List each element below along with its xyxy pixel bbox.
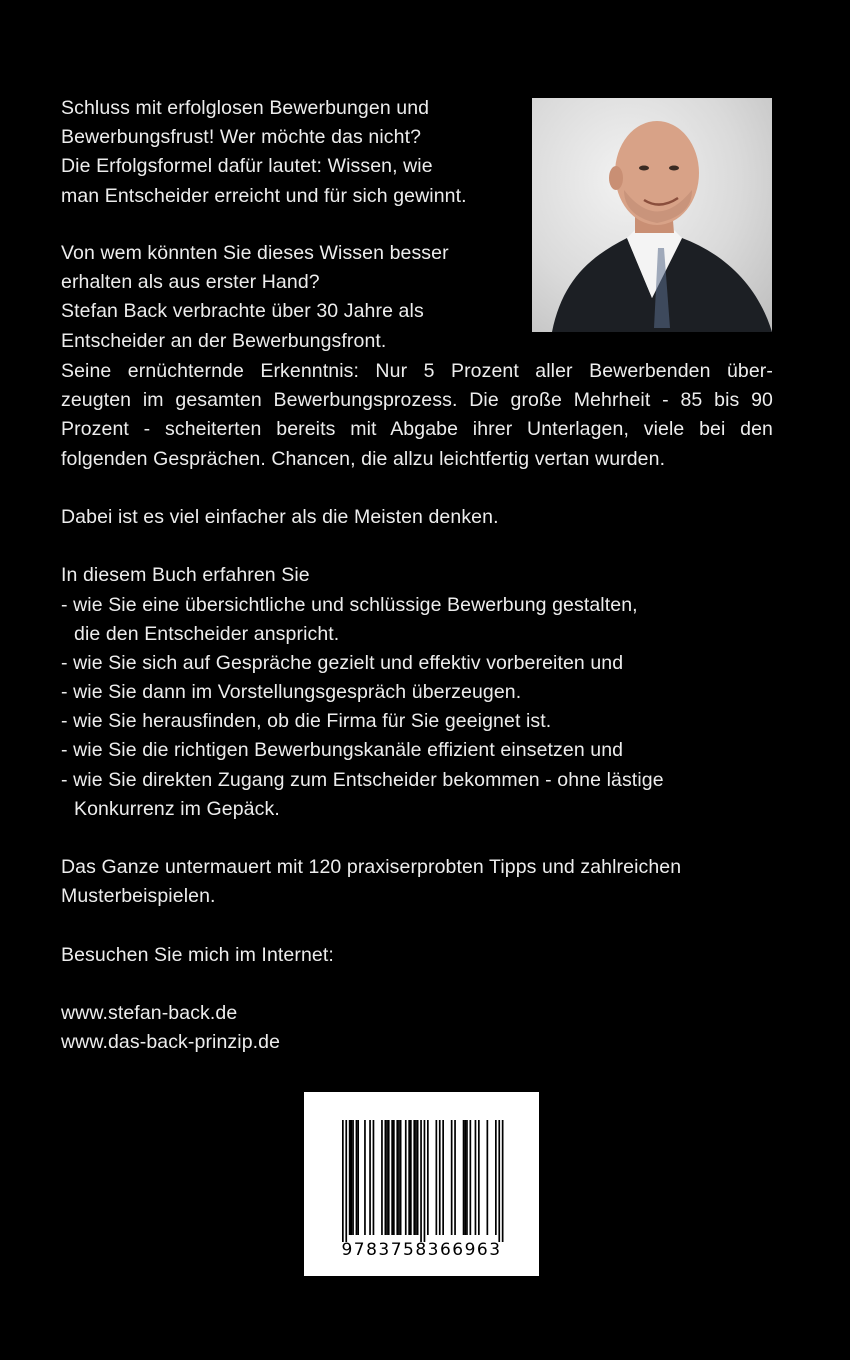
barcode-bar [442,1120,444,1235]
barcode-bar [464,1120,466,1235]
barcode-bar [463,1120,465,1235]
author-paragraph [61,239,449,356]
intro-paragraph [61,94,467,211]
intro-line: Bewerbungsfrust! Wer möchte das nicht? [61,126,422,149]
barcode-bars [304,1092,539,1242]
barcode-bar [410,1120,412,1235]
barcode-bar [373,1120,375,1235]
intro-line: Die Erfolgsformel dafür lautet: Wissen, wie [61,155,433,178]
insight-line: Seine ernüchternde Erkenntnis: Nur 5 Prozent aller Bewerbenden über- [61,360,773,382]
insight-line: folgenden Gesprächen. Chancen, die allzu leichtfertig vertan wurden. [61,447,666,470]
author-line: Von wem könnten Sie dieses Wissen besser [61,242,449,264]
barcode-bar [391,1120,393,1235]
website-link[interactable]: www.das-back-prinzip.de [61,1031,281,1054]
barcode-bar [388,1120,390,1235]
list-item-continuation: die den Entscheider anspricht. [74,622,340,645]
main-text [61,357,773,1058]
barcode-bar [381,1120,383,1235]
barcode [304,1092,539,1276]
intro-line: man Entscheider erreicht und für sich gewinnt. [61,184,467,207]
barcode-bar [405,1120,407,1235]
author-line: erhalten als aus erster Hand? [61,271,320,294]
barcode-bar [393,1120,395,1235]
barcode-bar [466,1120,468,1235]
author-line: Stefan Back verbrachte über 30 Jahre als [61,300,424,323]
easier-line: Dabei ist es viel einfacher als die Meisten denken. [61,505,499,528]
intro-line: Schluss mit erfolglosen Bewerbungen und [61,97,430,119]
barcode-bar [369,1120,371,1235]
barcode-bar [364,1120,366,1235]
author-line: Entscheider an der Bewerbungsfront. [61,329,387,352]
barcode-bar [357,1120,359,1235]
barcode-bar [498,1120,500,1242]
barcode-bar [356,1120,358,1235]
barcode-bar [385,1120,387,1235]
barcode-bar [487,1120,489,1235]
website-link[interactable]: www.stefan-back.de [61,1002,238,1025]
barcode-bar [424,1120,426,1242]
barcode-bar [427,1120,429,1235]
barcode-bar [386,1120,388,1235]
list-item: - wie Sie herausfinden, ob die Firma für Sie geeignet ist. [61,710,552,733]
list-item: - wie Sie dann im Vorstellungsgespräch überzeugen. [61,681,522,704]
barcode-bar [439,1120,441,1235]
barcode-bar [451,1120,453,1235]
insight-line: zeugten im gesamten Bewerbungsprozess. Die große Mehrheit - 85 bis 90 [61,389,773,412]
barcode-bar [470,1120,472,1235]
list-item: - wie Sie direkten Zugang zum Entscheider bekommen - ohne lästige [61,768,664,791]
list-item: - wie Sie eine übersichtliche und schlüssige Bewerbung gestalten, [61,593,638,616]
list-item: - wie Sie sich auf Gespräche gezielt und effektiv vorbereiten und [61,651,624,674]
barcode-bar [345,1120,347,1242]
barcode-bar [415,1120,417,1235]
isbn-number: 9783758366963 [341,1240,502,1260]
barcode-bar [478,1120,480,1235]
barcode-bar [400,1120,402,1235]
barcode-bar [396,1120,398,1235]
barcode-bar [342,1120,344,1242]
barcode-bar [454,1120,456,1235]
list-item-continuation: Konkurrenz im Gepäck. [74,797,280,820]
insight-line: Prozent - scheiterten bereits mit Abgabe ihrer Unterlagen, viele bei den [61,418,773,441]
barcode-bar [413,1120,415,1235]
barcode-bar [436,1120,438,1235]
visit-line: Besuchen Sie mich im Internet: [61,943,334,966]
list-item: - wie Sie die richtigen Bewerbungskanäle effizient einsetzen und [61,739,624,762]
barcode-bar [420,1120,422,1242]
barcode-bar [495,1120,497,1235]
barcode-bar [352,1120,354,1235]
barcode-bar [351,1120,353,1235]
closing-line: Musterbeispielen. [61,885,216,908]
closing-line: Das Ganze untermauert mit 120 praxiserprobten Tipps und zahlreichen [61,856,682,879]
barcode-bar [398,1120,400,1235]
book-heading: In diesem Buch erfahren Sie [61,564,310,587]
barcode-bar [502,1120,504,1242]
barcode-bar [417,1120,419,1235]
author-photo [532,98,772,332]
barcode-bar [349,1120,351,1235]
barcode-bar [408,1120,410,1235]
barcode-bar [475,1120,477,1235]
